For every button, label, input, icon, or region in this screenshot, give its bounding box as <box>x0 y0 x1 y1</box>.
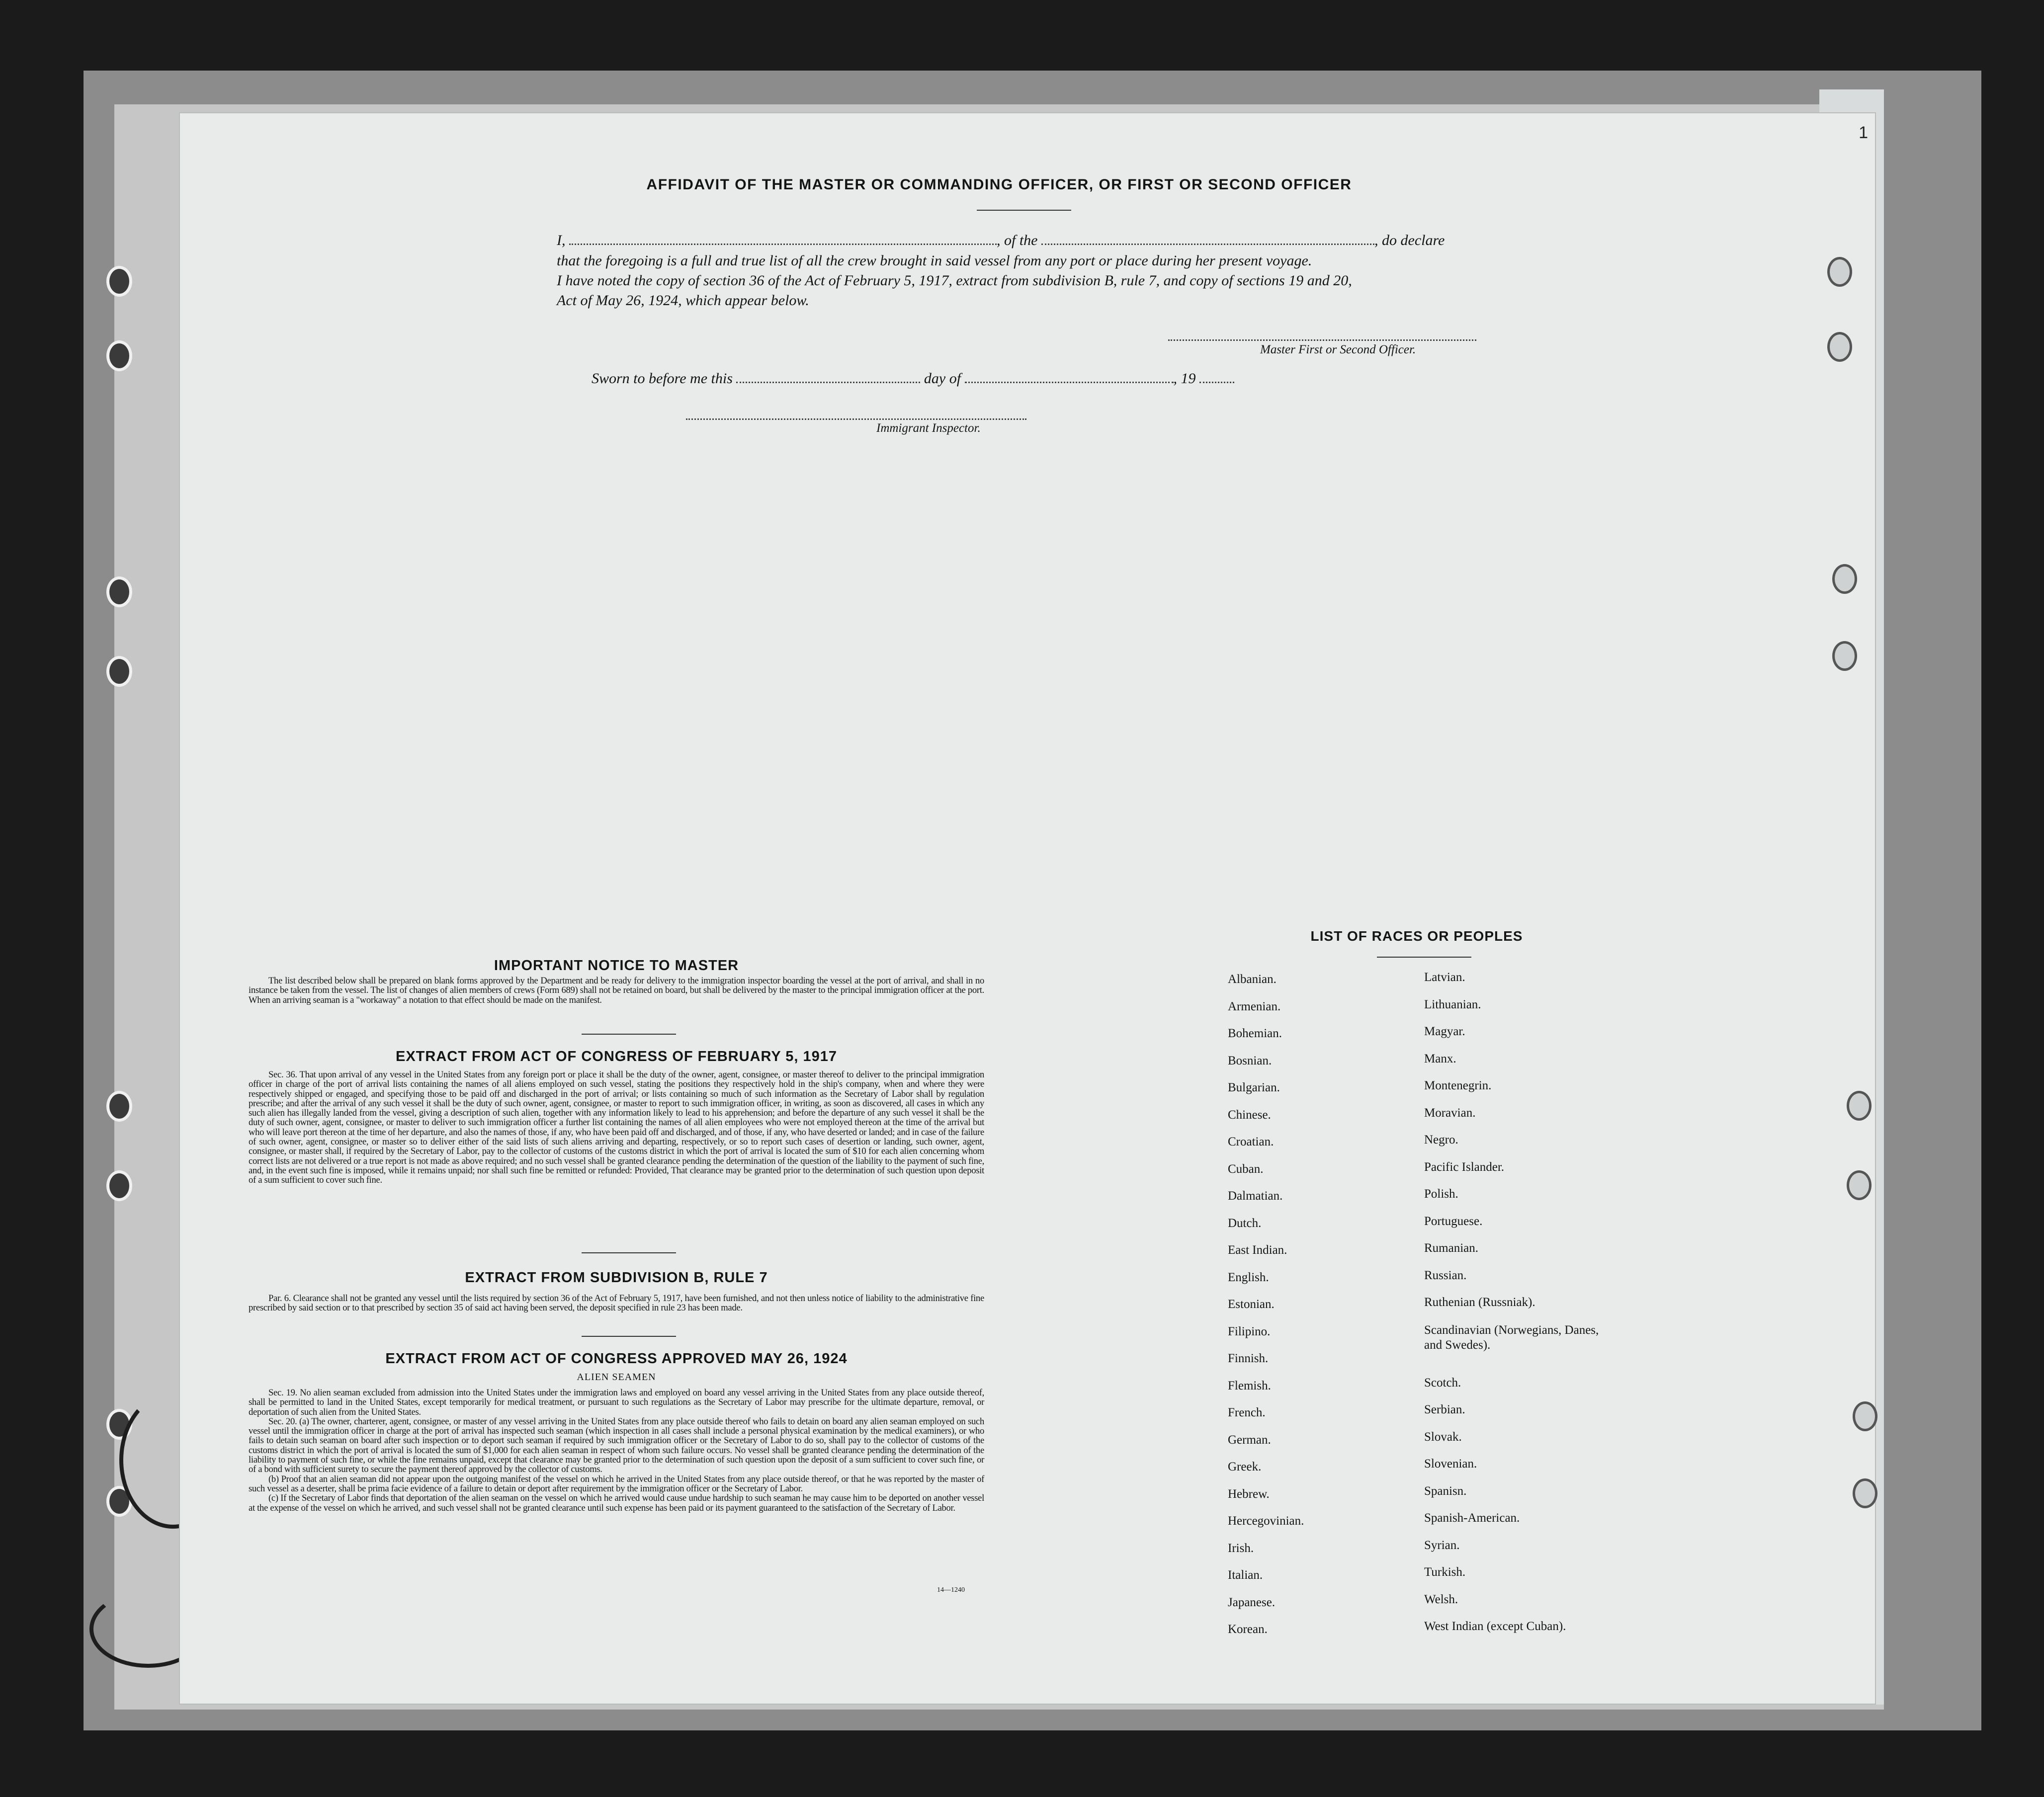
race-item: Armenian. <box>1228 999 1281 1013</box>
race-item: Flemish. <box>1228 1379 1271 1392</box>
binder-hole <box>106 266 132 297</box>
rule-7-text: Par. 6. Clearance shall not be granted any vessel until the lists required by section 36 of the Act of February 5, 1917, have been furnished, and not then unless notice of liability to the administrative fine prescribed by said section or to that prescribed by section 35 of said act having been served, the deposit specified in rule 23 has been made. <box>249 1293 984 1313</box>
binder-hole <box>1853 1401 1877 1431</box>
inspector-signature-label: Immigrant Inspector. <box>876 421 981 435</box>
sworn-line <box>592 370 1234 387</box>
race-item: Magyar. <box>1424 1025 1465 1038</box>
race-item: Portuguese. <box>1424 1214 1483 1228</box>
section-divider <box>582 1034 676 1035</box>
races-divider <box>1377 957 1471 958</box>
form-number: 14—1240 <box>937 1586 965 1594</box>
binder-hole <box>106 576 132 607</box>
race-item: Dutch. <box>1228 1216 1262 1230</box>
race-item: Pacific Islander. <box>1424 1160 1505 1174</box>
race-item: Croatian. <box>1228 1135 1274 1148</box>
race-item: Korean. <box>1228 1623 1268 1636</box>
races-right-column <box>1424 971 1613 1647</box>
sworn-year-blank[interactable] <box>1199 372 1234 383</box>
race-item: Rumanian. <box>1424 1241 1479 1255</box>
race-item: Serbian. <box>1424 1403 1465 1416</box>
race-item: Montenegrin. <box>1424 1079 1492 1092</box>
race-item: Scandinavian (Norwegians, Danes, and Swedes). <box>1424 1323 1599 1352</box>
binder-hole <box>1832 641 1857 671</box>
race-item: Finnish. <box>1228 1352 1269 1365</box>
race-item: Japanese. <box>1228 1595 1276 1609</box>
race-item: German. <box>1228 1433 1271 1447</box>
race-item: Welsh. <box>1424 1592 1458 1606</box>
act-1917-text: Sec. 36. That upon arrival of any vessel in the United States from any foreign port or place it shall be the duty of the owner, agent, consignee, or master thereof to deliver to the principal immigration officer in charge of the port of arrival lists containing the names of all aliens employed on such vessel, stating the positions they respectively hold in the ship's company, when and where they were respectively shipped or engaged, and specifying those to be paid off and discharged in the port of arrival; or lists containing so much of such information as the Secretary of Labor shall by regulation prescribe; and after the arrival of any such vessel it shall be the duty of such owner, agent, consignee, or master to report to such immigration officer, in writing, as soon as discovered, all cases in which any such alien has illegally landed from the vessel, giving a description of such alien, together with any information likely to lead to his apprehension; and before the departure of any such vessel it shall be the duty of such owner, agent, consignee, or master to deliver to such immigration officer a further list containing the names of all alien employees who were not employed thereon at the time of the arrival but who will leave port thereon at the time of her departure, and also the names of those, if any, who have been paid off and discharged, and of those, if any, who have deserted or landed; and in case of the failure of such owner, agent, consignee, or master so to deliver either of the said lists of such aliens arriving and departing, respectively, or so to report such cases of desertion or landing, such owner, agent, consignee, or master shall, if required by the Secretary of Labor, pay to the collector of customs of the customs district in which the port of arrival is located the sum of $10 for each alien concerning whom correct lists are not delivered or a true report is not made as above required; and no such vessel shall be granted clearance pending the determination of the question of the liability to the payment of such fine, and, in the event such fine is imposed, while it remains unpaid; nor shall such fine be remitted or refunded: Provided, That clearance may be granted prior to the determination of such question upon deposit of a sum sufficient to cover such fine. <box>249 1069 984 1186</box>
race-item: Lithuanian. <box>1424 997 1481 1011</box>
race-item: Ruthenian (Russniak). <box>1424 1296 1535 1309</box>
affidavit-i: I, <box>557 232 566 248</box>
title-divider <box>977 210 1071 211</box>
affidavit-line-1 <box>557 232 1445 249</box>
binder-hole <box>1847 1091 1872 1121</box>
sec-20b: (b) Proof that an alien seaman did not appear upon the outgoing manifest of the vessel on which he arrived in the United States from any place outside thereof, or that he was reported by the master of such vessel as a deserter, shall be prima facie evidence of a failure to detain or deport after requirement by the immigration officer or the Secretary of Labor. <box>249 1473 984 1494</box>
race-item: Slovak. <box>1424 1430 1462 1444</box>
race-item: Hercegovinian. <box>1228 1514 1304 1528</box>
race-item: West Indian (except Cuban). <box>1424 1620 1566 1633</box>
race-item: Latvian. <box>1424 971 1465 984</box>
race-item: Chinese. <box>1228 1108 1271 1122</box>
inspector-signature-line[interactable] <box>686 418 1026 420</box>
sworn-day-of: day of <box>924 370 961 387</box>
act-1917-title: EXTRACT FROM ACT OF CONGRESS OF FEBRUARY 5, 1917 <box>395 1049 838 1064</box>
section-divider <box>582 1336 676 1337</box>
affidavit-line-3: I have noted the copy of section 36 of the Act of February 5, 1917, extract from subdivision B, rule 7, and copy of sections 19 and 20, <box>557 272 1352 289</box>
act-1924-text <box>249 1388 984 1513</box>
binder-hole <box>1847 1170 1872 1200</box>
sec-20c: (c) If the Secretary of Labor finds that deportation of the alien seaman on the vessel on which he arrived would cause undue hardship to such seaman he may cause him to be deported on another vessel at the expense of the vessel on which he arrived, and such vessel shall not be granted clearance until such expense has been paid or its payment guaranteed to the satisfaction of the Secretary of Labor. <box>249 1493 984 1513</box>
race-item: Spanisn. <box>1424 1484 1467 1498</box>
race-item: Dalmatian. <box>1228 1189 1283 1203</box>
master-signature-line[interactable] <box>1168 339 1476 341</box>
notice-title: IMPORTANT NOTICE TO MASTER <box>494 958 739 974</box>
races-title: LIST OF RACES OR PEOPLES <box>1310 928 1523 944</box>
race-item: Estonian. <box>1228 1298 1275 1311</box>
act-1924-subtitle: ALIEN SEAMEN <box>577 1372 656 1383</box>
sec-20a: Sec. 20. (a) The owner, charterer, agent, consignee, or master of any vessel arriving in the United States from any place outside thereof who fails to detain on board any alien seaman employed on such vessel until the immigration officer in charge at the port of arrival has inspected such seaman (which inspection in all cases shall include a personal physical examination by the medical examiners), or who fails to detain such seaman on board after such inspection or to deport such seaman if required by such immigration officer or the Secretary of Labor to do so, shall pay to the collector of customs of the customs district in which the port of arrival is located the sum of $1,000 for each alien seaman in respect of whom such failure occurs. No vessel shall be granted clearance pending the determination of the liability to payment of such fine, or while the fine remains unpaid, except that clearance may be granted prior to the determination of such question upon the deposit of a sum sufficient to cover such fine, or of a bond with sufficient surety to secure the payment thereof approved by the collector of customs. <box>249 1416 984 1475</box>
act-1924-title: EXTRACT FROM ACT OF CONGRESS APPROVED MAY 26, 1924 <box>385 1351 848 1367</box>
races-left-column <box>1228 973 1304 1650</box>
race-item: Russian. <box>1424 1268 1467 1282</box>
vessel-blank[interactable] <box>1041 234 1374 245</box>
sworn-prefix: Sworn to before me this <box>592 370 733 387</box>
section-divider <box>582 1252 676 1253</box>
race-item: Turkish. <box>1424 1565 1466 1579</box>
race-item: Syrian. <box>1424 1538 1460 1552</box>
race-item: Bosnian. <box>1228 1054 1272 1067</box>
race-item: Spanish-American. <box>1424 1511 1520 1525</box>
race-item: Cuban. <box>1228 1162 1264 1176</box>
race-item: Albanian. <box>1228 973 1277 986</box>
race-item: Irish. <box>1228 1541 1254 1555</box>
affidavit-line-4: Act of May 26, 1924, which appear below. <box>557 292 809 309</box>
race-item: East Indian. <box>1228 1243 1287 1257</box>
affidavit-do-declare: , do declare <box>1374 232 1445 248</box>
race-item: Italian. <box>1228 1568 1263 1582</box>
binder-hole <box>106 1170 132 1201</box>
page-marker: 1 <box>1859 123 1868 142</box>
sworn-date-blank[interactable] <box>736 372 920 383</box>
race-item: Negro. <box>1424 1133 1458 1146</box>
affidavit-title: AFFIDAVIT OF THE MASTER OR COMMANDING OFFICER, OR FIRST OR SECOND OFFICER <box>646 176 1352 193</box>
sworn-year: , 19 <box>1173 370 1196 387</box>
race-item: Moravian. <box>1424 1106 1476 1120</box>
binder-hole <box>1832 564 1857 594</box>
binder-hole <box>106 656 132 687</box>
race-item: Hebrew. <box>1228 1487 1270 1501</box>
race-item: Manx. <box>1424 1052 1456 1065</box>
name-blank[interactable] <box>569 234 997 245</box>
race-item: Greek. <box>1228 1460 1262 1473</box>
race-item: French. <box>1228 1406 1266 1419</box>
race-item: Scotch. <box>1424 1376 1461 1389</box>
race-item: English. <box>1228 1270 1269 1284</box>
notice-text: The list described below shall be prepared on blank forms approved by the Department and be ready for delivery to the immigration inspector boarding the vessel at the port of arrival, and shall in no instance be taken from the vessel. The list of changes of alien members of crews (Form 689) shall not be retained on board, but shall be delivered by the master to the principal immigration officer at the port. When an arriving seaman is a "workaway" a notation to that effect should be made on the manifest. <box>249 976 984 1005</box>
race-item: Slovenian. <box>1424 1457 1477 1470</box>
race-item: Bohemian. <box>1228 1027 1282 1040</box>
binder-hole <box>106 340 132 371</box>
binder-hole <box>1853 1478 1877 1508</box>
binder-hole <box>1827 257 1852 287</box>
affidavit-line-2: that the foregoing is a full and true list of all the crew brought in said vessel from any port or place during her present voyage. <box>557 252 1312 269</box>
binder-hole <box>1827 332 1852 362</box>
binder-hole <box>106 1091 132 1122</box>
affidavit-of-the: , of the <box>997 232 1038 248</box>
race-item: Bulgarian. <box>1228 1081 1280 1094</box>
rule-7-title: EXTRACT FROM SUBDIVISION B, RULE 7 <box>465 1270 768 1286</box>
race-item: Polish. <box>1424 1187 1458 1201</box>
race-item: Filipino. <box>1228 1324 1271 1338</box>
sworn-month-blank[interactable] <box>965 372 1174 383</box>
sec-19: Sec. 19. No alien seaman excluded from admission into the United States under the immigration laws and employed on board any vessel arriving in the United States from any place outside thereof, shall be permitted to land in the United States, except temporarily for medical treatment, or pursuant to such regulations as the Secretary of Labor may prescribe for the ultimate departure, removal, or deportation of such alien from the United States. <box>249 1388 984 1417</box>
master-signature-label: Master First or Second Officer. <box>1260 343 1416 356</box>
